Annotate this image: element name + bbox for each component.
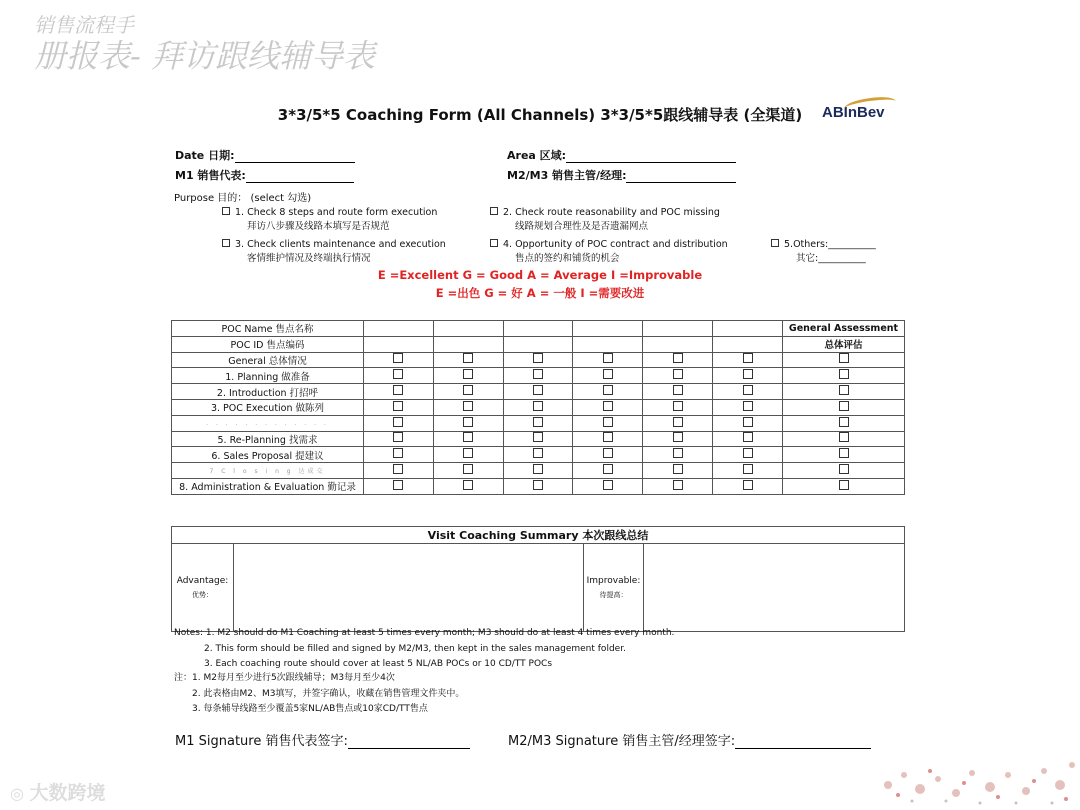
purpose-option-1[interactable] [222,206,437,234]
checkbox[interactable] [533,401,543,411]
poc-cell[interactable] [573,431,643,447]
poc-cell[interactable] [433,321,503,337]
checkbox[interactable] [673,464,683,474]
note-cn-3: 3. 每条辅导线路至少覆盖5家NL/AB售点或10家CD/TT售点 [192,704,428,714]
checkbox[interactable] [771,239,779,247]
checkbox[interactable] [673,385,683,395]
checkbox[interactable] [490,207,498,215]
table-row [172,431,905,447]
m1-signature[interactable] [175,730,470,749]
poc-cell[interactable] [643,447,713,463]
advantage-label-en: Advantage: [176,575,229,586]
checkbox[interactable] [463,353,473,363]
purpose-option-3-cn: 客情维护情况及终端执行情况 [247,253,371,264]
poc-cell[interactable] [503,352,573,368]
checkbox[interactable] [533,385,543,395]
general-assessment-cell[interactable] [783,415,905,431]
advantage-label-cn: 优势： [192,590,213,599]
row-label: . . . . . . . . . . . . . [172,415,364,431]
advantage-label [172,544,234,632]
checkbox[interactable] [743,401,753,411]
checkbox[interactable] [463,448,473,458]
poc-cell[interactable] [573,415,643,431]
slide-header-line2: 册报表- 拜访跟线辅导表 [34,37,375,75]
poc-cell[interactable] [433,336,503,352]
checkbox[interactable] [393,448,403,458]
checkbox[interactable] [603,432,613,442]
row-label: 2. Introduction 打招呼 [172,384,364,400]
poc-cell[interactable] [573,463,643,479]
general-assessment-header: General Assessment [783,321,905,337]
checkbox[interactable] [603,385,613,395]
table-row [172,368,905,384]
poc-cell[interactable] [573,368,643,384]
checkbox[interactable] [673,369,683,379]
watermark-logo-icon: ◎ [10,784,30,803]
note-cn-2: 2. 此表格由M2、M3填写，并签字确认，收藏在销售管理文件夹中。 [192,688,465,699]
checkbox[interactable] [743,417,753,427]
checkbox[interactable] [533,448,543,458]
checkbox[interactable] [603,448,613,458]
checkbox[interactable] [673,448,683,458]
row-label: 1. Planning 做准备 [172,368,364,384]
purpose-option-5-cn: 其它:__________ [796,253,866,264]
purpose-option-3[interactable] [222,238,446,266]
poc-cell[interactable] [643,336,713,352]
m1-signature-label: M1 Signature 销售代表签字: [175,734,348,749]
poc-cell[interactable] [713,478,783,494]
summary-title: Visit Coaching Summary 本次跟线总结 [172,527,905,544]
poc-cell[interactable] [643,321,713,337]
area-input-line[interactable] [566,151,736,163]
poc-cell[interactable] [433,384,503,400]
poc-cell[interactable] [433,431,503,447]
date-field[interactable] [175,147,355,163]
form-title: 3*3/5*5 Coaching Form (All Channels) 3*3/5*5跟线辅导表 (全渠道) [277,106,803,124]
checkbox[interactable] [839,417,849,427]
advantage-input[interactable] [234,544,584,632]
poc-cell[interactable] [573,447,643,463]
note-cn-1: 注：1. M2每月至少进行5次跟线辅导；M3每月至少4次 [174,673,395,683]
general-assessment-cell[interactable] [783,368,905,384]
checkbox[interactable] [463,432,473,442]
m1-input-line[interactable] [246,171,354,183]
row-label: POC ID 售点编码 [172,336,364,352]
poc-cell[interactable] [713,447,783,463]
m2m3-input-line[interactable] [626,171,736,183]
poc-cell[interactable] [573,336,643,352]
general-assessment-cell[interactable] [783,447,905,463]
checkbox[interactable] [839,353,849,363]
checkbox[interactable] [222,239,230,247]
checkbox[interactable] [673,401,683,411]
poc-cell[interactable] [503,321,573,337]
poc-cell[interactable] [713,384,783,400]
poc-cell[interactable] [364,336,434,352]
checkbox[interactable] [533,480,543,490]
notes-en [174,626,674,673]
checkbox[interactable] [743,369,753,379]
table-row [172,352,905,368]
poc-cell[interactable] [433,399,503,415]
checkbox[interactable] [743,448,753,458]
poc-cell[interactable] [643,384,713,400]
checkbox[interactable] [673,480,683,490]
poc-cell[interactable] [713,415,783,431]
purpose-option-1-en: 1. Check 8 steps and route form execution [235,207,438,218]
poc-cell[interactable] [503,384,573,400]
checkbox[interactable] [839,385,849,395]
m2m3-signature[interactable] [508,730,871,749]
poc-cell[interactable] [364,431,434,447]
general-assessment-header-cn: 总体评估 [783,336,905,352]
general-assessment-cell[interactable] [783,478,905,494]
purpose-option-1-cn: 拜访八步骤及线路本填写是否规范 [247,221,390,232]
poc-cell[interactable] [364,384,434,400]
purpose-option-2[interactable] [490,206,720,234]
row-label: 8. Administration & Evaluation 勤记录 [172,478,364,494]
checkbox[interactable] [839,448,849,458]
checkbox[interactable] [533,369,543,379]
checkbox[interactable] [393,464,403,474]
checkbox[interactable] [603,464,613,474]
poc-cell[interactable] [643,463,713,479]
poc-cell[interactable] [364,463,434,479]
abinbev-logo [822,104,885,121]
checkbox[interactable] [603,369,613,379]
improvable-label [584,544,644,632]
poc-cell[interactable] [713,321,783,337]
poc-cell[interactable] [573,321,643,337]
row-label: 5. Re-Planning 找需求 [172,431,364,447]
checkbox[interactable] [839,432,849,442]
poc-cell[interactable] [364,399,434,415]
summary-table [171,526,905,632]
purpose-option-5[interactable] [771,238,876,266]
purpose-option-3-en: 3. Check clients maintenance and execution [235,239,446,250]
checkbox[interactable] [393,417,403,427]
note-en-2: 2. This form should be filled and signed by M2/M3, then kept in the sales management folder. [204,643,626,654]
poc-cell[interactable] [433,447,503,463]
poc-cell[interactable] [364,415,434,431]
checkbox[interactable] [839,401,849,411]
poc-cell[interactable] [643,352,713,368]
floral-decoration-icon [868,745,1080,810]
table-row [172,463,905,479]
general-assessment-cell[interactable] [783,463,905,479]
checkbox[interactable] [222,207,230,215]
general-assessment-cell[interactable] [783,384,905,400]
checkbox[interactable] [839,369,849,379]
poc-cell[interactable] [713,399,783,415]
poc-cell[interactable] [573,399,643,415]
coaching-table [171,320,905,495]
poc-cell[interactable] [503,478,573,494]
logo-text: ABInBev [822,104,885,121]
row-label: 6. Sales Proposal 提建议 [172,447,364,463]
checkbox[interactable] [490,239,498,247]
checkbox[interactable] [393,385,403,395]
m1-field[interactable] [175,167,354,183]
purpose-option-4[interactable] [490,238,728,266]
poc-cell[interactable] [713,336,783,352]
checkbox[interactable] [463,417,473,427]
rating-legend-en: E =Excellent G = Good A = Average I =Improvable [377,268,703,282]
table-row [172,399,905,415]
checkbox[interactable] [673,432,683,442]
poc-cell[interactable] [503,399,573,415]
checkbox[interactable] [463,369,473,379]
checkbox[interactable] [743,385,753,395]
notes-cn [174,671,464,718]
poc-cell[interactable] [713,431,783,447]
watermark [10,778,106,805]
area-field[interactable] [507,147,736,163]
table-row [172,336,905,352]
m2m3-signature-label: M2/M3 Signature 销售主管/经理签字: [508,734,736,749]
poc-cell[interactable] [643,415,713,431]
row-label: 7 C l o s i n g 达成交 [172,463,364,479]
improvable-label-en: Improvable: [586,575,641,586]
slide-header-line1: 销售流程手 [34,13,134,37]
checkbox[interactable] [463,464,473,474]
checkbox[interactable] [603,401,613,411]
checkbox[interactable] [743,353,753,363]
checkbox[interactable] [463,480,473,490]
slide-header [34,14,375,76]
poc-cell[interactable] [364,352,434,368]
poc-cell[interactable] [643,399,713,415]
purpose-option-5-en: 5.Others:__________ [784,239,876,250]
general-assessment-cell[interactable] [783,352,905,368]
note-en-3: 3. Each coaching route should cover at least 5 NL/AB POCs or 10 CD/TT POCs [204,659,553,669]
checkbox[interactable] [673,353,683,363]
m1-label: M1 销售代表: [175,169,246,182]
poc-cell[interactable] [643,478,713,494]
checkbox[interactable] [393,401,403,411]
poc-cell[interactable] [573,478,643,494]
date-input-line[interactable] [235,151,355,163]
poc-cell[interactable] [573,352,643,368]
table-row [172,415,905,431]
table-row [172,447,905,463]
poc-cell[interactable] [364,368,434,384]
checkbox[interactable] [533,417,543,427]
checkbox[interactable] [603,417,613,427]
poc-cell[interactable] [503,415,573,431]
poc-cell[interactable] [573,384,643,400]
rating-legend-cn: E =出色 G = 好 A = 一般 I =需要改进 [435,286,645,300]
date-label: Date 日期: [175,149,235,162]
poc-cell[interactable] [433,478,503,494]
poc-cell[interactable] [503,447,573,463]
table-row [172,321,905,337]
poc-cell[interactable] [713,368,783,384]
checkbox[interactable] [839,480,849,490]
checkbox[interactable] [393,480,403,490]
m2m3-signature-line[interactable] [735,735,871,749]
poc-cell[interactable] [364,447,434,463]
poc-cell[interactable] [364,321,434,337]
purpose-option-2-cn: 线路规划合理性及是否遗漏网点 [515,221,649,232]
checkbox[interactable] [743,480,753,490]
checkbox[interactable] [603,480,613,490]
m2m3-label: M2/M3 销售主管/经理: [507,169,627,182]
poc-cell[interactable] [503,336,573,352]
poc-cell[interactable] [643,431,713,447]
area-label: Area 区域: [507,149,567,162]
poc-cell[interactable] [433,368,503,384]
checkbox[interactable] [393,432,403,442]
purpose-option-4-en: 4. Opportunity of POC contract and distribution [503,239,728,250]
table-row [172,384,905,400]
checkbox[interactable] [743,464,753,474]
row-label: General 总体情况 [172,352,364,368]
checkbox[interactable] [533,432,543,442]
purpose-option-2-en: 2. Check route reasonability and POC missing [503,207,720,218]
checkbox[interactable] [533,464,543,474]
row-label: POC Name 售点名称 [172,321,364,337]
poc-cell[interactable] [643,368,713,384]
checkbox[interactable] [533,353,543,363]
checkbox[interactable] [393,353,403,363]
checkbox[interactable] [603,353,613,363]
checkbox[interactable] [839,464,849,474]
poc-cell[interactable] [503,368,573,384]
poc-cell[interactable] [713,352,783,368]
poc-cell[interactable] [433,415,503,431]
purpose-label: Purpose 目的： (select 勾选) [174,193,312,204]
improvable-input[interactable] [644,544,905,632]
general-assessment-cell[interactable] [783,431,905,447]
table-row [172,478,905,494]
poc-cell[interactable] [364,478,434,494]
checkbox[interactable] [393,369,403,379]
poc-cell[interactable] [713,463,783,479]
m2m3-field[interactable] [507,167,736,183]
note-en-1: Notes: 1. M2 should do M1 Coaching at least 5 times every month; M3 should do at least 4 times every month. [174,628,675,638]
checkbox[interactable] [673,417,683,427]
poc-cell[interactable] [503,431,573,447]
m1-signature-line[interactable] [348,735,470,749]
improvable-label-cn: 待提高： [599,590,628,599]
checkbox[interactable] [743,432,753,442]
checkbox[interactable] [463,401,473,411]
purpose-option-4-cn: 售点的签约和铺货的机会 [515,253,620,264]
row-label: 3. POC Execution 做陈列 [172,399,364,415]
poc-cell[interactable] [433,352,503,368]
watermark-text: 大数跨境 [29,782,106,804]
checkbox[interactable] [463,385,473,395]
poc-cell[interactable] [433,463,503,479]
poc-cell[interactable] [503,463,573,479]
general-assessment-cell[interactable] [783,399,905,415]
